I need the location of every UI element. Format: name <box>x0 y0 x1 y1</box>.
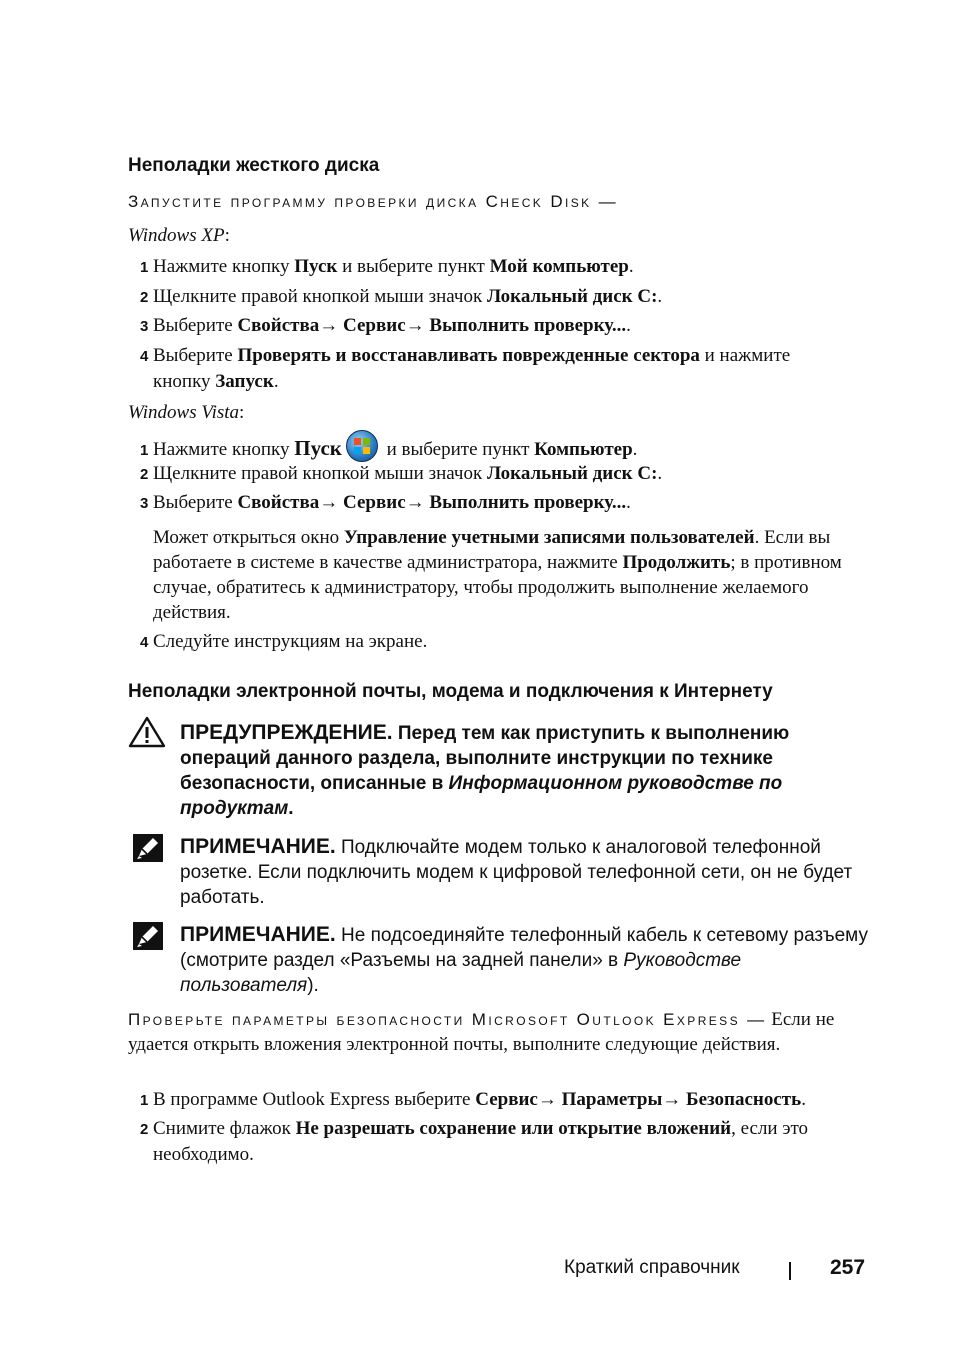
xp-step-1: 1 Нажмите кнопку Пуск и выберите пункт Мой компьютер. <box>140 256 634 277</box>
vista-step-4: 4 Следуйте инструкциям на экране. <box>140 631 428 652</box>
windows-start-icon <box>346 430 378 462</box>
os-label-xp: Windows XP: <box>128 225 230 246</box>
warning-icon <box>128 716 166 748</box>
vista-step-3: 3 Выберите Свойства→ Сервис→ Выполнить проверку.... <box>140 492 631 513</box>
note-cable: ПРИМЕЧАНИЕ. Не подсоединяйте телефонный кабель к сетевому разъему (смотрите раздел «Разъемы на задней панели» в Руководстве пользователя). <box>180 923 868 996</box>
section-title-email: Неполадки электронной почты, модема и подключения к Интернету <box>128 681 773 702</box>
uac-paragraph: Может открыться окно Управление учетными записями пользователей. Если вы работаете в системе в качестве администратора, нажмите Продолжить; в противном случае, обратитесь к администратору, чтобы продолжить выполнение желаемого действия. <box>153 527 842 623</box>
outlook-step-2: 2 Снимите флажок Не разрешать сохранение или открытие вложений, если это необходимо. <box>140 1118 809 1165</box>
xp-step-3: 3 Выберите Свойства→ Сервис→ Выполнить проверку.... <box>140 315 631 336</box>
warning-notice: ПРЕДУПРЕЖДЕНИЕ. Перед тем как приступить к выполнению операций данного раздела, выполните инструкции по технике безопасности, описанные в Информационном руководстве по продуктам. <box>180 721 790 819</box>
footer-separator <box>789 1262 791 1280</box>
xp-step-2: 2 Щелкните правой кнопкой мыши значок Локальный диск C:. <box>140 286 663 307</box>
os-label-vista: Windows Vista: <box>128 402 245 423</box>
vista-step-1: 1 Нажмите кнопку Пуск и выберите пункт Компьютер. <box>140 430 860 463</box>
xp-step-4: 4 Выберите Проверять и восстанавливать поврежденные сектора и нажмите кнопку Запуск. <box>140 345 791 392</box>
footer-section-name: Краткий справочник <box>564 1257 740 1278</box>
outlook-heading: Проверьте параметры безопасности Microsoft Outlook Express — <box>128 1010 767 1029</box>
note-pencil-icon <box>133 834 163 862</box>
check-disk-heading: Запустите программу проверки диска Check Disk — <box>128 192 619 211</box>
outlook-step-1: 1 В программе Outlook Express выберите Сервис→ Параметры→ Безопасность. <box>140 1089 806 1110</box>
page-number: 257 <box>830 1256 866 1279</box>
note-modem: ПРИМЕЧАНИЕ. Подключайте модем только к аналоговой телефонной розетке. Если подключить модем к цифровой телефонной сети, он не будет работать. <box>180 835 853 908</box>
note-pencil-icon <box>133 922 163 950</box>
section-title-hdd: Неполадки жесткого диска <box>128 155 380 176</box>
vista-step-2: 2 Щелкните правой кнопкой мыши значок Локальный диск C:. <box>140 463 663 484</box>
outlook-paragraph: Проверьте параметры безопасности Microsoft Outlook Express — Если не удается открыть вложения электронной почты, выполните следующие действия. <box>128 1009 835 1055</box>
